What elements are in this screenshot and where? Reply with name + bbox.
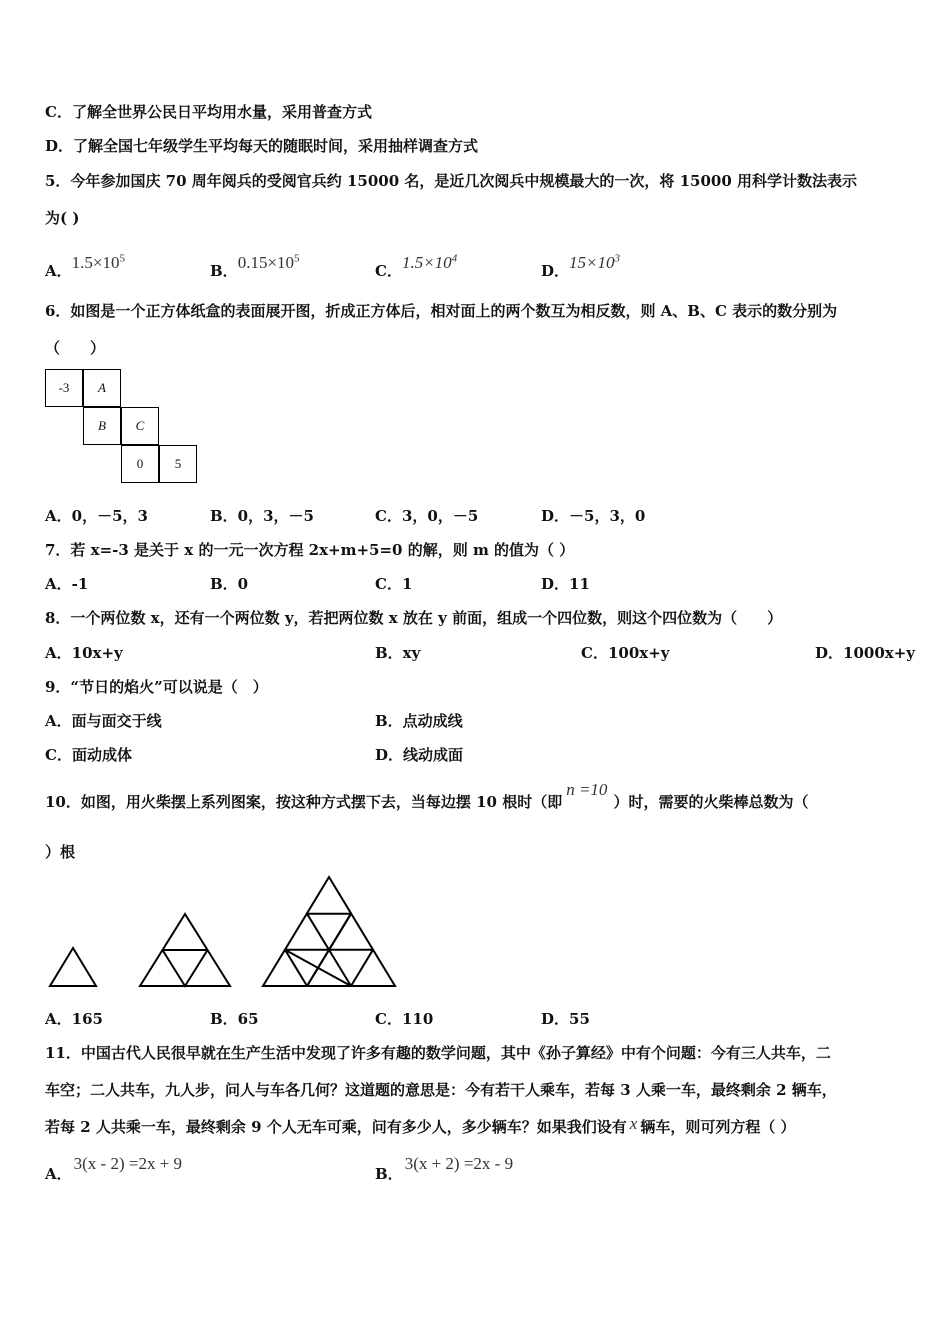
q4-option-c: C．了解全世界公民日平均用水量，采用普查方式: [45, 103, 372, 121]
q11-option-a: A．3(x - 2) =2x + 9: [45, 1154, 183, 1183]
q6-stem-cont: （ ）: [45, 339, 106, 357]
q10-option-b: B．65: [210, 1010, 259, 1028]
net-cell-5: 5: [159, 445, 197, 483]
q9-option-a: A．面与面交于线: [45, 712, 162, 730]
q6-option-c: C．3，0，－5: [375, 507, 479, 525]
q9-stem: 9．“节日的焰火”可以说是（ ）: [45, 678, 268, 696]
q9-option-c: C．面动成体: [45, 746, 132, 764]
q5-option-a: A．$1.5\times 10^5$: [45, 252, 125, 280]
q8-option-d: D．1000x+y: [815, 644, 915, 662]
q10-option-a: A．165: [45, 1010, 103, 1028]
q5-option-d: D．$15\times 10^3$: [541, 252, 620, 280]
q7-stem: 7．若 x=-3 是关于 x 的一元一次方程 2x+m+5=0 的解，则 m 的值为（ ）: [45, 541, 575, 559]
q5-option-c: C．$1.5\times 10^4$: [375, 252, 458, 280]
q9-option-d: D．线动成面: [375, 746, 464, 764]
q5-stem-cont: 为( ): [45, 209, 80, 227]
net-cell-c: C: [121, 407, 159, 445]
q9-option-b: B．点动成线: [375, 712, 463, 730]
q8-option-a: A．10x+y: [45, 644, 123, 662]
q6-option-d: D．－5，3，0: [541, 507, 646, 525]
q7-option-a: A．-1: [45, 575, 89, 593]
q11-stem: 11．中国古代人民很早就在生产生活中发现了许多有趣的数学问题，其中《孙子算经》中有个问题：今有三人共车，二: [45, 1044, 831, 1062]
q8-stem: 8．一个两位数 x，还有一个两位数 y，若把两位数 x 放在 y 前面，组成一个四位数，则这个四位数为（ ）: [45, 609, 783, 627]
net-cell-0: 0: [121, 445, 159, 483]
q7-option-d: D．11: [541, 575, 590, 593]
q7-option-c: C．1: [375, 575, 413, 593]
q11-option-b: B．3(x + 2) =2x - 9: [375, 1154, 514, 1183]
net-cell-b: B: [83, 407, 121, 445]
q8-option-c: C．100x+y: [581, 644, 670, 662]
q11-stem-cont2: 若每 2 人共乘一车，最终剩余 9 个人无车可乘，问有多少人，多少辆车？如果我们设有 x 辆车，则可列方程（ ）: [45, 1114, 796, 1136]
q11-stem-cont1: 车空；二人共车，九人步，问人与车各几何？这道题的意思是：今有若干人乘车，若每 3 人乘一车，最终剩余 2 辆车，: [45, 1081, 837, 1099]
q5-stem: 5．今年参加国庆 70 周年阅兵的受阅官兵约 15000 名，是近几次阅兵中规模最大的一次，将 15000 用科学计数法表示: [45, 172, 858, 190]
q6-stem: 6．如图是一个正方体纸盒的表面展开图，折成正方体后，相对面上的两个数互为相反数，则 A、B、C 表示的数分别为: [45, 302, 838, 320]
triangle-n1: [50, 948, 96, 986]
net-cell-neg3: -3: [45, 369, 83, 407]
q6-option-a: A．0，－5，3: [45, 507, 148, 525]
triangle-n2: [140, 914, 230, 986]
q6-option-b: B．0，3，－5: [210, 507, 314, 525]
q4-option-d: D．了解全国七年级学生平均每天的随眠时间，采用抽样调查方式: [45, 137, 479, 155]
q10-option-d: D．55: [541, 1010, 590, 1028]
q10-option-c: C．110: [375, 1010, 434, 1028]
q10-stem: 10．如图，用火柴摆上系列图案，按这种方式摆下去，当每边摆 10 根时（即n =10）时，需要的火柴棒总数为（: [45, 780, 809, 811]
q8-option-b: B．xy: [375, 644, 421, 662]
triangle-n3: [263, 877, 395, 986]
q5-option-b: B．$0.15\times 10^5$: [210, 252, 300, 280]
q7-option-b: B．0: [210, 575, 249, 593]
net-cell-a: A: [83, 369, 121, 407]
q10-stem-cont: ）根: [45, 843, 76, 861]
